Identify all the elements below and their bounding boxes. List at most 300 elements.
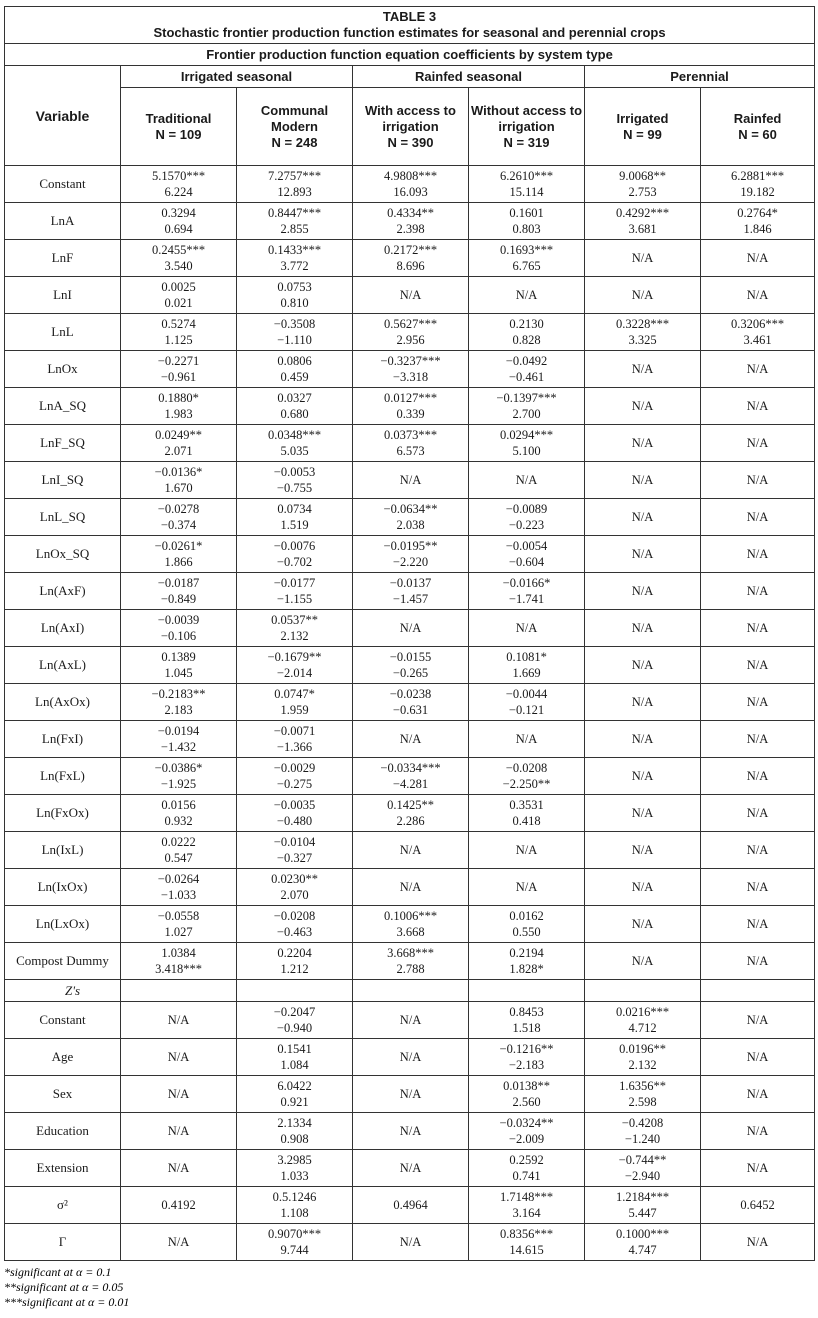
table-cell — [121, 277, 237, 314]
variable-label: Sex — [5, 1076, 121, 1113]
t-statistic-value: 1.212 — [280, 962, 309, 976]
coefficient-value: 0.0734 — [277, 502, 312, 516]
coefficient-value: −0.0076 — [273, 539, 316, 553]
table-cell — [121, 425, 237, 462]
table-cell — [469, 240, 585, 277]
t-statistic-value: 2.560 — [512, 1095, 541, 1109]
t-statistic-value: −0.631 — [392, 703, 429, 717]
table-cell — [121, 980, 237, 1002]
table-row — [5, 610, 815, 647]
t-statistic-value: −0.463 — [276, 925, 313, 939]
column-name: With access to irrigation — [365, 102, 456, 134]
coefficient-value: −0.0634** — [383, 502, 438, 516]
table-row — [5, 795, 815, 832]
variable-label: LnOx_SQ — [5, 536, 121, 573]
coefficient-value: −0.0044 — [505, 687, 548, 701]
table-cell — [701, 351, 815, 388]
t-statistic-value: 3.418*** — [155, 962, 202, 976]
column-name: Traditional — [145, 110, 212, 126]
t-statistic-value: −0.106 — [160, 629, 197, 643]
variable-label: σ² — [5, 1187, 121, 1224]
table-cell — [585, 795, 701, 832]
t-statistic-value: 0.021 — [164, 296, 193, 310]
coefficient-value: 0.0025 — [161, 280, 196, 294]
coefficient-value: −0.0136* — [154, 465, 203, 479]
table-cell — [121, 721, 237, 758]
t-statistic-value: 2.398 — [396, 222, 425, 236]
t-statistic-value: 2.956 — [396, 333, 425, 347]
footnote: *significant at α = 0.1 — [4, 1265, 112, 1279]
table-cell — [353, 277, 469, 314]
table-cell — [353, 943, 469, 980]
t-statistic-value: 2.071 — [164, 444, 193, 458]
coefficient-value: 2.1334 — [277, 1116, 312, 1130]
table-cell — [585, 684, 701, 721]
coefficient-value: 0.0747* — [274, 687, 315, 701]
column-header — [237, 88, 353, 166]
coefficient-value: 0.4334** — [387, 206, 434, 220]
coefficient-value: −0.0054 — [505, 539, 548, 553]
coefficient-value: 0.1000*** — [615, 1227, 670, 1241]
t-statistic-value: 0.550 — [512, 925, 541, 939]
t-statistic-value: −0.849 — [160, 592, 197, 606]
table-row — [5, 1113, 815, 1150]
t-statistic-value: 2.132 — [280, 629, 309, 643]
coefficient-value: −0.0558 — [157, 909, 200, 923]
table-row — [5, 1150, 815, 1187]
variable-label: LnI — [5, 277, 121, 314]
coefficient-value: −0.4208 — [621, 1116, 664, 1130]
table-cell — [585, 314, 701, 351]
coefficient-value: 1.0384 — [161, 946, 196, 960]
table-cell — [469, 684, 585, 721]
table-cell — [701, 1076, 815, 1113]
coefficient-value: N/A — [746, 399, 769, 413]
table-cell — [237, 240, 353, 277]
coefficient-value: N/A — [399, 288, 422, 302]
t-statistic-value: 5.447 — [628, 1206, 657, 1220]
table-row — [5, 166, 815, 203]
table-cell — [237, 869, 353, 906]
table-cell — [237, 684, 353, 721]
variable-label: LnL_SQ — [5, 499, 121, 536]
table-row — [5, 943, 815, 980]
table-cell — [353, 1039, 469, 1076]
t-statistic-value: 1.108 — [280, 1206, 309, 1220]
table-row — [5, 536, 815, 573]
footnotes — [4, 1265, 814, 1310]
coefficient-value: −0.0208 — [273, 909, 316, 923]
coefficient-value: N/A — [515, 880, 538, 894]
table-row — [5, 1187, 815, 1224]
table-row — [5, 499, 815, 536]
coefficient-value: 3.2985 — [277, 1153, 312, 1167]
t-statistic-value: 4.747 — [628, 1243, 657, 1257]
coefficient-value: 0.2204 — [277, 946, 312, 960]
coefficient-value: N/A — [167, 1161, 190, 1175]
coefficient-value: −0.0104 — [273, 835, 316, 849]
table-cell — [353, 869, 469, 906]
t-statistic-value: 2.700 — [512, 407, 541, 421]
table-row — [5, 240, 815, 277]
table-cell — [469, 980, 585, 1002]
coefficient-value: N/A — [515, 843, 538, 857]
table-row — [5, 647, 815, 684]
table-cell — [237, 203, 353, 240]
t-statistic-value: −0.961 — [160, 370, 197, 384]
t-statistic-value: −2.009 — [508, 1132, 545, 1146]
table-cell — [121, 906, 237, 943]
coefficient-value: 0.1081* — [506, 650, 547, 664]
t-statistic-value: 8.696 — [396, 259, 425, 273]
t-statistic-value: 0.932 — [164, 814, 193, 828]
coefficient-value: −0.0334*** — [380, 761, 441, 775]
column-name: Rainfed — [733, 110, 782, 126]
variable-label: Extension — [5, 1150, 121, 1187]
t-statistic-value: 1.125 — [164, 333, 193, 347]
table-row — [5, 388, 815, 425]
coefficient-value: 0.0138** — [503, 1079, 550, 1093]
t-statistic-value: 3.681 — [628, 222, 657, 236]
table-row — [5, 980, 815, 1002]
table-cell — [237, 721, 353, 758]
coefficient-value: −0.0053 — [273, 465, 316, 479]
coefficient-value: 1.7148*** — [499, 1190, 554, 1204]
table-cell — [353, 499, 469, 536]
coefficient-value: 0.3206*** — [730, 317, 785, 331]
coefficient-value: 0.1541 — [277, 1042, 312, 1056]
table-row — [5, 906, 815, 943]
coefficient-value: −0.0261* — [154, 539, 203, 553]
table-cell — [121, 166, 237, 203]
coefficient-value: N/A — [399, 621, 422, 635]
coefficient-value: −0.0324** — [499, 1116, 554, 1130]
coefficient-value: 9.0068** — [619, 169, 666, 183]
coefficient-value: −0.1397*** — [496, 391, 557, 405]
table-cell — [121, 388, 237, 425]
table-cell — [469, 351, 585, 388]
table-cell — [353, 647, 469, 684]
table-cell — [585, 499, 701, 536]
table-cell — [585, 1150, 701, 1187]
coefficient-value: −0.0166* — [502, 576, 551, 590]
group-header-perennial: Perennial — [585, 66, 815, 88]
table-cell — [237, 1076, 353, 1113]
coefficient-value: N/A — [631, 288, 654, 302]
t-statistic-value: −1.366 — [276, 740, 313, 754]
coefficient-value: 0.1433*** — [267, 243, 322, 257]
coefficient-value: 0.2455*** — [151, 243, 206, 257]
coefficient-value: N/A — [631, 584, 654, 598]
coefficient-value: 1.6356** — [619, 1079, 666, 1093]
column-header — [469, 88, 585, 166]
coefficient-value: 0.9070*** — [267, 1227, 322, 1241]
variable-label: LnOx — [5, 351, 121, 388]
table-cell — [701, 166, 815, 203]
coefficient-value: N/A — [631, 510, 654, 524]
t-statistic-value: 16.093 — [393, 185, 428, 199]
variable-label: LnI_SQ — [5, 462, 121, 499]
t-statistic-value: 0.418 — [512, 814, 541, 828]
coefficient-value: 0.5274 — [161, 317, 196, 331]
variable-label: Constant — [5, 166, 121, 203]
table-cell — [585, 203, 701, 240]
coefficient-value: 0.0156 — [161, 798, 196, 812]
table-title: TABLE 3 — [382, 9, 437, 24]
coefficient-value: −0.0278 — [157, 502, 200, 516]
table-cell — [469, 536, 585, 573]
table-cell — [701, 684, 815, 721]
variable-label: LnL — [5, 314, 121, 351]
table-cell — [353, 536, 469, 573]
variable-label: Ln(FxOx) — [5, 795, 121, 832]
coefficient-value: 0.0348*** — [267, 428, 322, 442]
variable-label: Γ — [5, 1224, 121, 1261]
table-cell — [353, 573, 469, 610]
table-cell — [121, 351, 237, 388]
table-cell — [701, 758, 815, 795]
table-row — [5, 832, 815, 869]
table-cell — [701, 1187, 815, 1224]
column-sample-size: N = 248 — [271, 134, 318, 150]
coefficient-value: −0.0208 — [505, 761, 548, 775]
footnote: **significant at α = 0.05 — [4, 1280, 124, 1294]
coefficient-value: −0.0264 — [157, 872, 200, 886]
table-row — [5, 684, 815, 721]
table-cell — [353, 240, 469, 277]
table-cell — [353, 832, 469, 869]
t-statistic-value: −0.755 — [276, 481, 313, 495]
table-cell — [469, 1187, 585, 1224]
coefficient-value: 0.1601 — [509, 206, 544, 220]
coefficient-value: N/A — [631, 547, 654, 561]
coefficient-value: N/A — [746, 1013, 769, 1027]
coefficient-value: −0.1679** — [267, 650, 322, 664]
table-cell — [121, 758, 237, 795]
t-statistic-value: 0.459 — [280, 370, 309, 384]
table-cell — [701, 388, 815, 425]
t-statistic-value: −2.220 — [392, 555, 429, 569]
t-statistic-value: 0.921 — [280, 1095, 309, 1109]
t-statistic-value: −1.741 — [508, 592, 545, 606]
table-cell — [701, 795, 815, 832]
table-cell — [469, 1002, 585, 1039]
variable-label: LnA_SQ — [5, 388, 121, 425]
t-statistic-value: 0.680 — [280, 407, 309, 421]
coefficient-value: 0.1693*** — [499, 243, 554, 257]
t-statistic-value: 1.866 — [164, 555, 193, 569]
coefficient-value: 0.0327 — [277, 391, 312, 405]
table-document — [4, 6, 814, 1310]
coefficient-value: N/A — [399, 732, 422, 746]
coefficient-value: N/A — [167, 1235, 190, 1249]
table-cell — [121, 1113, 237, 1150]
coefficient-value: N/A — [631, 806, 654, 820]
table-cell — [353, 795, 469, 832]
coefficient-value: −0.0492 — [505, 354, 548, 368]
t-statistic-value: 4.712 — [628, 1021, 657, 1035]
t-statistic-value: 1.670 — [164, 481, 193, 495]
t-statistic-value: 2.753 — [628, 185, 657, 199]
table-cell — [469, 721, 585, 758]
table-cell — [121, 1224, 237, 1261]
table-cell — [121, 1039, 237, 1076]
table-cell — [353, 721, 469, 758]
t-statistic-value: −2.183 — [508, 1058, 545, 1072]
table-cell — [121, 943, 237, 980]
table-cell — [585, 758, 701, 795]
coefficient-value: N/A — [746, 1087, 769, 1101]
t-statistic-value: 6.224 — [164, 185, 193, 199]
table-row — [5, 277, 815, 314]
variable-label: Compost Dummy — [5, 943, 121, 980]
table-cell — [585, 832, 701, 869]
table-cell — [237, 462, 353, 499]
variable-label: LnA — [5, 203, 121, 240]
coefficient-value: 0.0127*** — [383, 391, 438, 405]
table-cell — [701, 980, 815, 1002]
coefficient-value: N/A — [631, 732, 654, 746]
coefficient-value: N/A — [399, 1235, 422, 1249]
column-sample-size: N = 319 — [503, 134, 550, 150]
table-cell — [237, 425, 353, 462]
table-cell — [353, 1224, 469, 1261]
coefficient-value: −0.0194 — [157, 724, 200, 738]
coefficient-value: N/A — [746, 1161, 769, 1175]
variable-label: Ln(FxI) — [5, 721, 121, 758]
t-statistic-value: 1.084 — [280, 1058, 309, 1072]
t-statistic-value: 3.772 — [280, 259, 309, 273]
table-cell — [585, 1187, 701, 1224]
coefficient-value: N/A — [746, 584, 769, 598]
table-cell — [701, 277, 815, 314]
table-cell — [353, 610, 469, 647]
coefficient-value: 3.668*** — [387, 946, 434, 960]
table-cell — [701, 499, 815, 536]
t-statistic-value: 6.573 — [396, 444, 425, 458]
table-cell — [585, 388, 701, 425]
t-statistic-value: 0.694 — [164, 222, 193, 236]
t-statistic-value: 1.027 — [164, 925, 193, 939]
variable-label: Z's — [5, 980, 121, 1002]
t-statistic-value: −0.374 — [160, 518, 197, 532]
t-statistic-value: 1.033 — [280, 1169, 309, 1183]
table-cell — [469, 573, 585, 610]
variable-label: Ln(FxL) — [5, 758, 121, 795]
table-cell — [701, 943, 815, 980]
table-cell — [121, 869, 237, 906]
coefficient-value: N/A — [167, 1124, 190, 1138]
table-cell — [701, 647, 815, 684]
table-cell — [585, 1076, 701, 1113]
t-statistic-value: −2.014 — [276, 666, 313, 680]
coefficient-value: 4.9808*** — [383, 169, 438, 183]
coefficient-value: −0.2271 — [157, 354, 200, 368]
coefficient-value: N/A — [631, 880, 654, 894]
t-statistic-value: 12.893 — [277, 185, 312, 199]
coefficient-value: −0.3508 — [273, 317, 316, 331]
t-statistic-value: 1.519 — [280, 518, 309, 532]
table-cell — [585, 425, 701, 462]
table-cell — [585, 1002, 701, 1039]
table-row — [5, 573, 815, 610]
table-cell — [121, 314, 237, 351]
table-cell — [237, 277, 353, 314]
results-table — [4, 6, 815, 1261]
table-cell — [353, 425, 469, 462]
coefficient-value: −0.2047 — [273, 1005, 316, 1019]
coefficient-value: N/A — [515, 621, 538, 635]
table-cell — [237, 1002, 353, 1039]
coefficient-value: 0.1389 — [161, 650, 196, 664]
group-header-irrigated-seasonal: Irrigated seasonal — [121, 66, 353, 88]
coefficient-value: −0.744** — [618, 1153, 667, 1167]
table-cell — [469, 758, 585, 795]
table-row — [5, 462, 815, 499]
coefficient-value: −0.0386* — [154, 761, 203, 775]
table-cell — [701, 203, 815, 240]
table-cell — [701, 832, 815, 869]
coefficient-value: N/A — [746, 547, 769, 561]
t-statistic-value: 3.540 — [164, 259, 193, 273]
t-statistic-value: −0.940 — [276, 1021, 313, 1035]
table-cell — [701, 536, 815, 573]
coefficient-value: 0.2764* — [737, 206, 778, 220]
group-header-rainfed-seasonal: Rainfed seasonal — [353, 66, 585, 88]
t-statistic-value: 2.070 — [280, 888, 309, 902]
coefficient-value: 0.8356*** — [499, 1227, 554, 1241]
coefficient-value: 0.6452 — [740, 1198, 775, 1212]
table-cell — [121, 1076, 237, 1113]
table-cell — [237, 610, 353, 647]
coefficient-value: N/A — [746, 880, 769, 894]
table-cell — [121, 1187, 237, 1224]
t-statistic-value: 1.518 — [512, 1021, 541, 1035]
t-statistic-value: −0.702 — [276, 555, 313, 569]
table-cell — [353, 166, 469, 203]
t-statistic-value: −1.240 — [624, 1132, 661, 1146]
coefficient-value: N/A — [746, 917, 769, 931]
coefficient-value: N/A — [746, 806, 769, 820]
coefficient-value: N/A — [631, 473, 654, 487]
table-cell — [469, 425, 585, 462]
table-cell — [469, 795, 585, 832]
t-statistic-value: 0.741 — [512, 1169, 541, 1183]
table-row — [5, 869, 815, 906]
variable-label: Ln(IxL) — [5, 832, 121, 869]
coefficient-value: 7.2757*** — [267, 169, 322, 183]
t-statistic-value: −1.925 — [160, 777, 197, 791]
coefficient-value: N/A — [746, 769, 769, 783]
table-cell — [469, 1224, 585, 1261]
table-cell — [353, 1076, 469, 1113]
coefficient-value: 0.5627*** — [383, 317, 438, 331]
t-statistic-value: 5.100 — [512, 444, 541, 458]
t-statistic-value: 1.983 — [164, 407, 193, 421]
coefficient-value: N/A — [399, 843, 422, 857]
table-cell — [469, 832, 585, 869]
table-cell — [353, 1113, 469, 1150]
coefficient-value: −0.0089 — [505, 502, 548, 516]
table-cell — [121, 203, 237, 240]
t-statistic-value: −0.461 — [508, 370, 545, 384]
coefficient-value: N/A — [746, 732, 769, 746]
t-statistic-value: −0.223 — [508, 518, 545, 532]
t-statistic-value: −1.155 — [276, 592, 313, 606]
t-statistic-value: 3.325 — [628, 333, 657, 347]
table-cell — [469, 1150, 585, 1187]
coefficient-value: N/A — [746, 362, 769, 376]
